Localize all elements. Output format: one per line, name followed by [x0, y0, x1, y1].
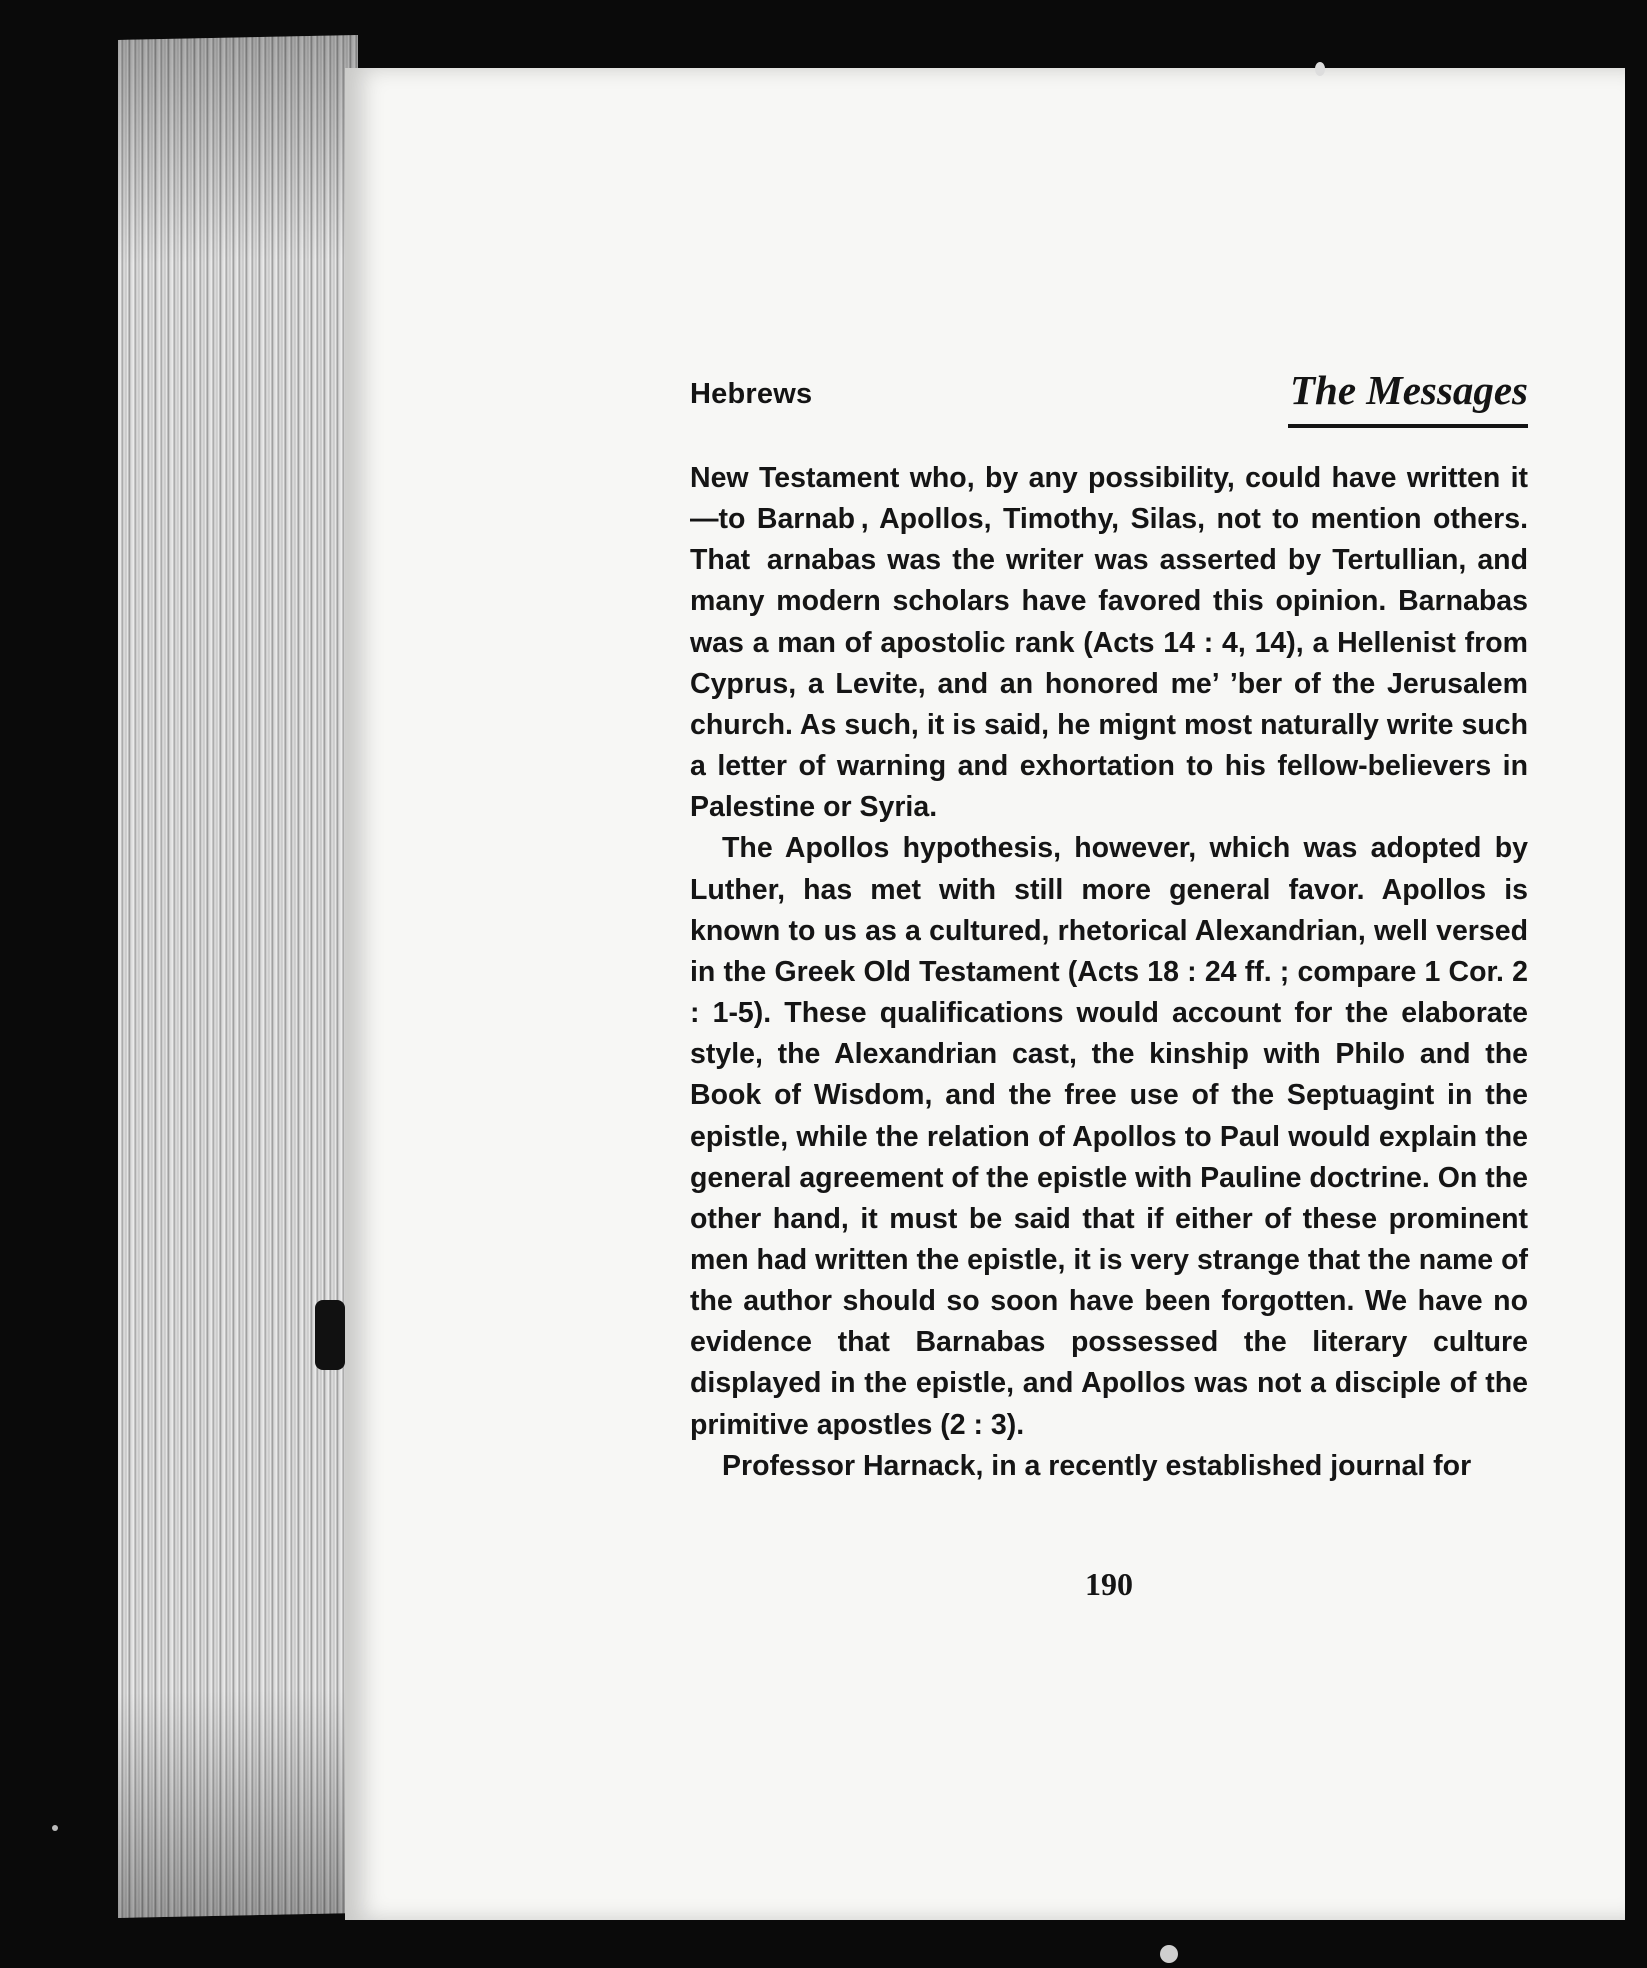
- paragraph: New Testament who, by any possibility, could have written it—to Barnab , Apollos, Timothy, Silas, not to mention others. That arnabas was the writer was asserted by Tertullian, and many modern scholars have favored this opinion. Barnabas was a man of apostolic rank (Acts 14 : 4, 14), a Hellenist from Cyprus, a Levite, and an honored me’ ’ber of the Jerusalem church. As such, it is said, he mignt most naturally write such a letter of warning and exhortation to his fellow-believers in Palestine or Syria.: [690, 462, 1528, 824]
- binding-mark: [315, 1300, 345, 1370]
- header-rule: [1288, 424, 1528, 428]
- page-edges-shadow: [118, 35, 358, 1918]
- book-page: [345, 68, 1625, 1920]
- scan-speck: [1315, 62, 1325, 76]
- running-title-left: Hebrews: [690, 378, 813, 410]
- page-number: 190: [1085, 1566, 1133, 1602]
- body-text: [690, 458, 1528, 1487]
- paragraph: The Apollos hypothesis, however, which was adopted by Luther, has met with still more general favor. Apollos is known to us as a cultured, rhetorical Alexandrian, well versed in the Greek Old Testament (Acts 18 : 24 ff. ; compare 1 Cor. 2 : 1-5). These qualifications would account for the elaborate style, the Alexandrian cast, the kinship with Philo and the Book of Wisdom, and the free use of the Septuagint in the epistle, while the relation of Apollos to Paul would explain the general agreement of the epistle with Pauline doctrine. On the other hand, it must be said that if either of these prominent men had written the epistle, it is very strange that the name of the author should so soon have been forgotten. We have no evidence that Barnabas possessed the literary culture displayed in the epistle, and Apollos was not a disciple of the primitive apostles (2 : 3).: [690, 832, 1528, 1441]
- scan-speck: [1160, 1945, 1178, 1963]
- page-header: [690, 310, 1528, 413]
- scan-speck: [52, 1825, 58, 1831]
- paragraph: Professor Harnack, in a recently established journal for: [722, 1449, 1472, 1482]
- running-title-right: The Messages: [1289, 367, 1528, 413]
